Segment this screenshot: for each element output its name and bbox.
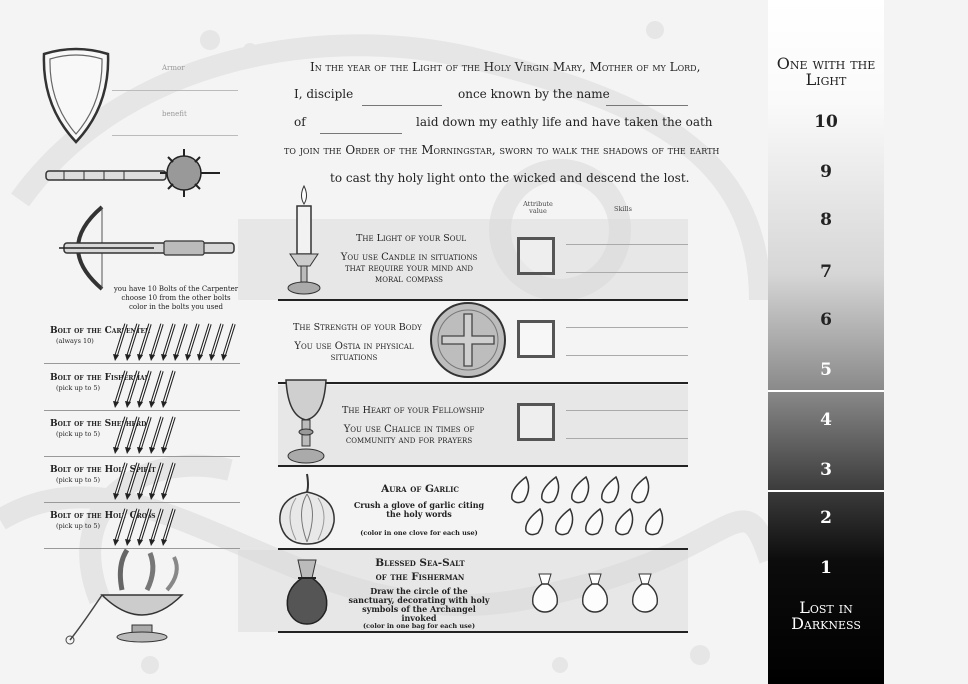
bolt-icon[interactable] [113, 371, 126, 408]
salt-note: (color in one bag for each use) [362, 622, 476, 630]
crossbow-icon [44, 203, 240, 293]
meter-level[interactable]: 1 [820, 558, 832, 578]
bolt-icon[interactable] [185, 324, 198, 361]
bolt-row-divider [44, 363, 240, 364]
attribute-column-header: Attribute value [523, 200, 553, 215]
light-meter [768, 0, 884, 684]
fellowship-desc: You use Chalice in times of community and for prayers [343, 424, 475, 446]
bolt-icon[interactable] [113, 509, 126, 546]
bolt-row-divider [44, 410, 240, 411]
bolt-name: Bolt of the Carpenter [50, 326, 151, 336]
body-value-box[interactable] [517, 320, 555, 358]
meter-level[interactable]: 6 [820, 310, 832, 330]
bolt-icon[interactable] [125, 463, 138, 500]
bolt-icon[interactable] [125, 324, 138, 361]
benefit-field[interactable] [112, 135, 238, 136]
bolt-icon[interactable] [125, 371, 138, 408]
meter-divider [768, 490, 884, 492]
garlic-clove-icon[interactable] [568, 475, 592, 505]
oath-line-2b: once known by the name [458, 87, 610, 101]
oath-line-2a: I, disciple [294, 87, 354, 101]
meter-level[interactable]: 5 [820, 360, 832, 380]
garlic-clove-icon[interactable] [538, 475, 562, 505]
bolt-icon[interactable] [113, 417, 126, 454]
meter-level[interactable]: 10 [814, 112, 838, 132]
meter-level[interactable]: 9 [820, 162, 832, 182]
bolt-name: Bolt of the Shepherd [50, 419, 147, 429]
garlic-clove-icon[interactable] [522, 507, 546, 537]
mace-icon [44, 145, 224, 200]
garlic-title: Aura of Garlic [381, 483, 459, 495]
skill-field[interactable] [566, 272, 688, 273]
salt-title-1: Blessed Sea-Salt [375, 557, 465, 569]
skill-field[interactable] [566, 355, 688, 356]
armor-label: Armor [162, 64, 185, 72]
meter-level[interactable]: 7 [820, 262, 832, 282]
soul-desc: You use Candle in situations that require your mind and moral compass [340, 252, 478, 285]
meter-top-label: One with the Light [776, 54, 876, 89]
skill-field[interactable] [566, 410, 688, 411]
divider [278, 382, 688, 384]
disciple-name-field[interactable] [362, 105, 442, 106]
bolt-icon[interactable] [137, 324, 150, 361]
bolt-icon[interactable] [149, 417, 162, 454]
bolt-icon[interactable] [149, 371, 162, 408]
bolt-name: Bolt of the Holy Cross [50, 511, 156, 521]
bolt-icon[interactable] [137, 417, 150, 454]
soul-value-box[interactable] [517, 237, 555, 275]
chalice-icon [282, 376, 330, 466]
skill-field[interactable] [566, 438, 688, 439]
fellowship-value-box[interactable] [517, 403, 555, 441]
salt-title-2: of the Fisherman [375, 571, 465, 583]
meter-level[interactable]: 2 [820, 508, 832, 528]
meter-level[interactable]: 8 [820, 210, 832, 230]
salt-bag-icon[interactable] [580, 572, 610, 614]
bolt-note: (pick up to 5) [56, 384, 101, 392]
censer-icon [62, 545, 222, 645]
bolt-note: (pick up to 5) [56, 430, 101, 438]
skills-column-header: Skills [614, 205, 632, 213]
body-desc: You use Ostia in physical situations [294, 341, 414, 363]
salt-bag-icon[interactable] [530, 572, 560, 614]
divider [278, 465, 688, 467]
bolt-icon[interactable] [209, 324, 222, 361]
bolt-icons [112, 459, 240, 501]
bolt-icon[interactable] [161, 324, 174, 361]
bolt-icon[interactable] [161, 417, 174, 454]
bolt-note: (always 10) [56, 337, 94, 345]
oath-line-3a: of [294, 115, 306, 129]
bolt-icon[interactable] [197, 324, 210, 361]
bolt-name: Bolt of the Holy Spirit [50, 465, 156, 475]
bolt-icon[interactable] [161, 371, 174, 408]
fellowship-title: The Heart of your Fellowship [342, 405, 485, 416]
oath-line-5: to cast thy holy light onto the wicked and descend the lost. [330, 171, 690, 185]
salt-bag-icon [282, 556, 332, 626]
body-title: The Strength of your Body [293, 322, 422, 333]
bolt-icons [112, 505, 240, 547]
garlic-clove-icon[interactable] [612, 507, 636, 537]
bolt-icon[interactable] [113, 324, 126, 361]
origin-field[interactable] [320, 133, 402, 134]
meter-divider [768, 390, 884, 392]
oath-line-1: In the year of the Light of the Holy Virgin Mary, Mother of my Lord, [310, 60, 701, 74]
bolt-icon[interactable] [149, 463, 162, 500]
bolt-icons [112, 413, 240, 455]
bolts-intro: you have 10 Bolts of the Carpenter choose 10 from the other bolts color in the bolts you used [113, 285, 239, 311]
benefit-label: benefit [162, 110, 187, 118]
bolt-icon[interactable] [161, 509, 174, 546]
garlic-desc: Crush a glove of garlic citing the holy words [353, 500, 485, 519]
meter-bottom-label: Lost in Darkness [791, 598, 861, 633]
garlic-note: (color in one clove for each use) [360, 529, 478, 537]
salt-bag-icon[interactable] [630, 572, 660, 614]
salt-desc: Draw the circle of the sanctuary, decorating with holy symbols of the Archangel invoked [348, 586, 490, 623]
skill-field[interactable] [566, 244, 688, 245]
bolt-icon[interactable] [149, 324, 162, 361]
bolt-row-divider [44, 502, 240, 503]
bolt-icons [112, 367, 240, 409]
bolt-icon[interactable] [221, 324, 234, 361]
ostia-icon [428, 300, 508, 380]
bolt-icon[interactable] [125, 509, 138, 546]
bolt-icon[interactable] [137, 371, 150, 408]
divider [278, 631, 688, 633]
candle-icon [284, 184, 324, 296]
bolt-name: Bolt of the Fisherman [50, 373, 151, 383]
armor-field[interactable] [112, 90, 238, 91]
bolt-icon[interactable] [149, 509, 162, 546]
garlic-clove-icon[interactable] [628, 475, 652, 505]
shield-icon [40, 46, 112, 146]
bolt-row-divider [44, 456, 240, 457]
bolt-icon[interactable] [137, 509, 150, 546]
skill-field[interactable] [566, 327, 688, 328]
garlic-clove-icon[interactable] [552, 507, 576, 537]
bolt-note: (pick up to 5) [56, 476, 101, 484]
oath-line-4: to join the Order of the Morningstar, sworn to walk the shadows of the earth [284, 143, 720, 157]
garlic-clove-icon[interactable] [598, 475, 622, 505]
former-name-field[interactable] [606, 105, 688, 106]
meter-level[interactable]: 3 [820, 460, 832, 480]
bolt-icon[interactable] [173, 324, 186, 361]
bolt-icon[interactable] [125, 417, 138, 454]
garlic-clove-icon[interactable] [582, 507, 606, 537]
garlic-icon [276, 472, 338, 546]
divider [278, 548, 688, 550]
bolt-icon[interactable] [113, 463, 126, 500]
garlic-clove-icon[interactable] [642, 507, 666, 537]
bolt-note: (pick up to 5) [56, 522, 101, 530]
soul-title: The Light of your Soul [356, 233, 466, 244]
bolt-icon[interactable] [137, 463, 150, 500]
bolt-icon[interactable] [161, 463, 174, 500]
meter-level[interactable]: 4 [820, 410, 832, 430]
bolt-icons [112, 320, 240, 362]
garlic-clove-icon[interactable] [508, 475, 532, 505]
oath-line-3b: laid down my eathly life and have taken the oath [416, 115, 713, 129]
